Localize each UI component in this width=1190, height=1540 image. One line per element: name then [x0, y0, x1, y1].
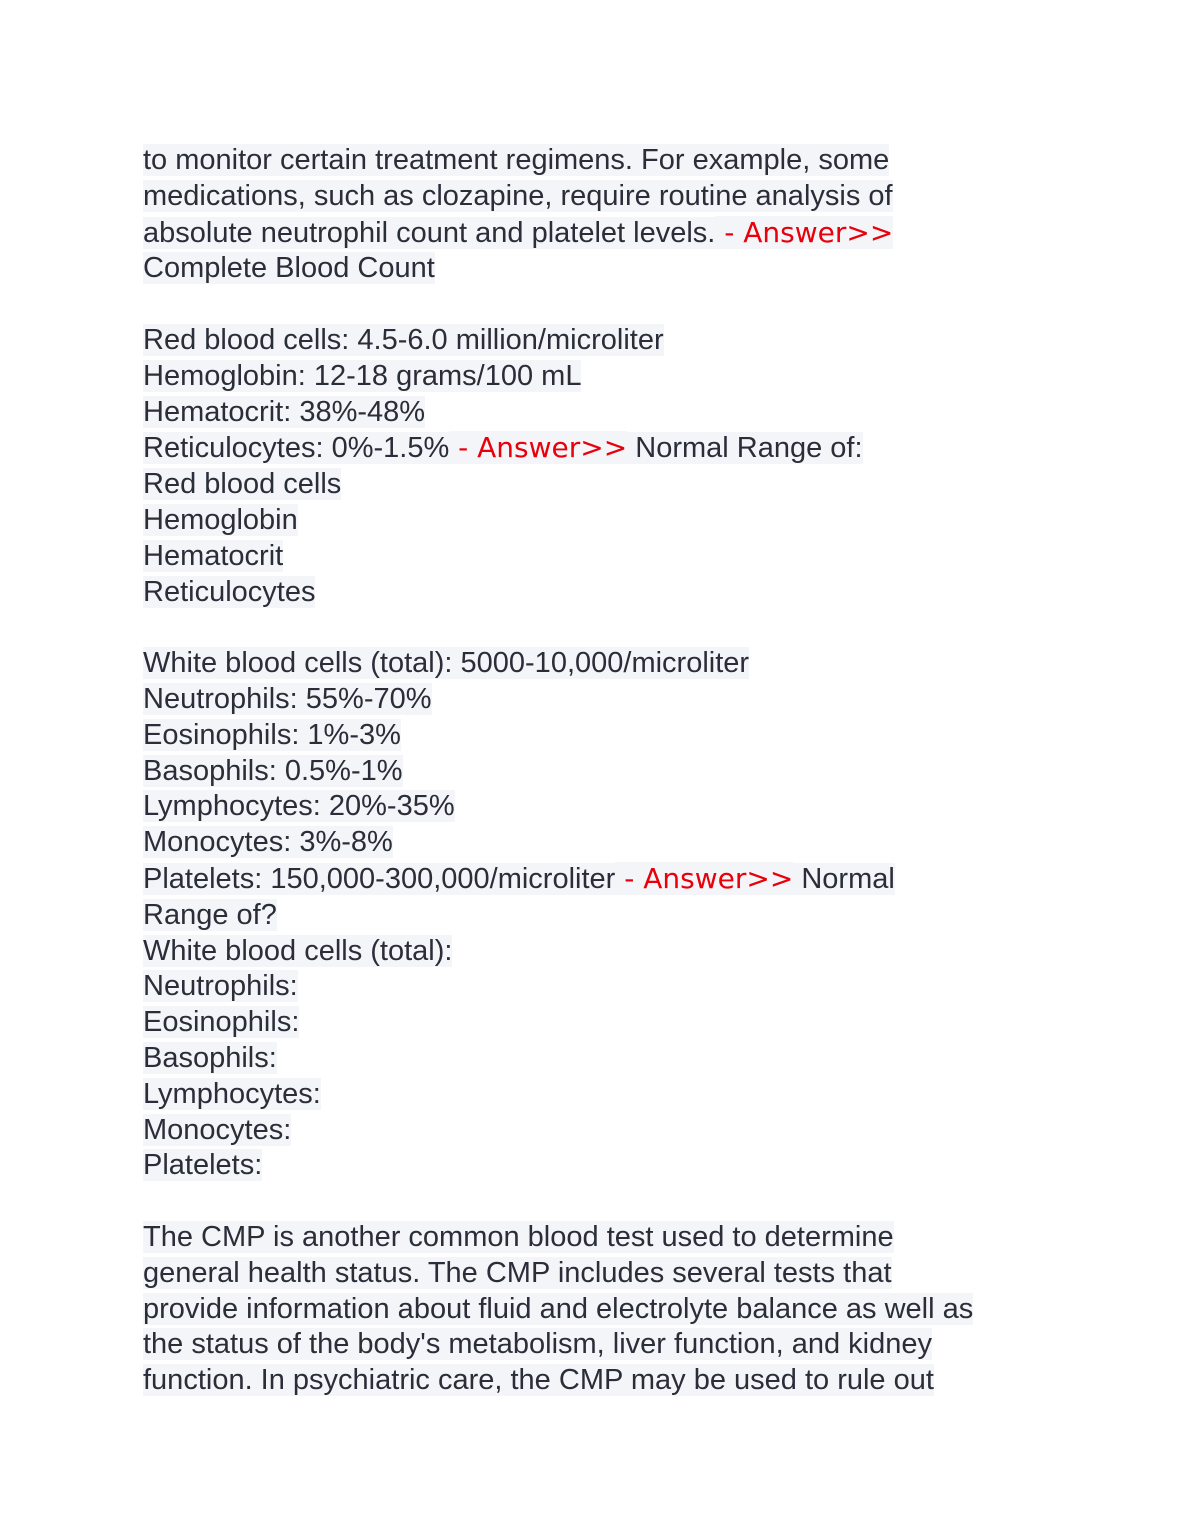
question-text-line: function. In psychiatric care, the CMP may be used to rule out — [143, 1364, 934, 1397]
answer-text-line: Basophils: — [143, 1041, 277, 1074]
question-text-line: provide information about fluid and electrolyte balance as well as — [143, 1292, 974, 1325]
answer-text-line: Monocytes: — [143, 1113, 292, 1146]
answer-marker: - Answer>> — [715, 215, 894, 249]
question-text-line: Reticulocytes: 0%-1.5% — [143, 432, 450, 465]
answer-text-line: Normal Range of: — [627, 432, 863, 465]
answer-marker: - Answer>> — [615, 861, 794, 895]
answer-text-line: Eosinophils: — [143, 1006, 300, 1039]
answer-text-line: Normal — [793, 862, 895, 895]
document-page — [143, 143, 1043, 1399]
answer-text-line: Hematocrit — [143, 539, 284, 572]
question-text-line: absolute neutrophil count and platelet levels. — [143, 216, 716, 249]
question-text-line: Lymphocytes: 20%-35% — [143, 790, 455, 823]
question-text-line: general health status. The CMP includes several tests that — [143, 1256, 892, 1289]
question-text-line: White blood cells (total): 5000-10,000/microliter — [143, 647, 750, 680]
question-text-line: Hemoglobin: 12-18 grams/100 mL — [143, 359, 582, 392]
answer-text-line: White blood cells (total): — [143, 934, 453, 967]
question-text-line: Platelets: 150,000-300,000/microliter — [143, 862, 616, 895]
question-text-line: Monocytes: 3%-8% — [143, 826, 393, 859]
question-text-line: Eosinophils: 1%-3% — [143, 718, 401, 751]
question-text-line: medications, such as clozapine, require routine analysis of — [143, 179, 893, 212]
question-block-1 — [143, 143, 1043, 287]
question-block-4 — [143, 1220, 1043, 1399]
question-text-line: Hematocrit: 38%-48% — [143, 395, 426, 428]
question-text-line: the status of the body's metabolism, liver function, and kidney — [143, 1328, 932, 1361]
answer-text-line: Hemoglobin — [143, 503, 298, 536]
question-text-line: Basophils: 0.5%-1% — [143, 754, 403, 787]
paragraph-gap — [143, 287, 1043, 323]
question-text-line: Neutrophils: 55%-70% — [143, 682, 432, 715]
answer-marker: - Answer>> — [449, 431, 628, 465]
question-text-line: to monitor certain treatment regimens. For example, some — [143, 144, 890, 176]
paragraph-gap — [143, 610, 1043, 646]
answer-text-line: Lymphocytes: — [143, 1077, 321, 1110]
answer-text-line: Neutrophils: — [143, 970, 298, 1003]
question-text-line: Red blood cells: 4.5-6.0 million/microliter — [143, 323, 664, 356]
answer-text-line: Reticulocytes — [143, 575, 316, 608]
question-block-2 — [143, 323, 1043, 610]
question-block-3 — [143, 646, 1043, 1184]
question-text-line: The CMP is another common blood test used to determine — [143, 1220, 894, 1253]
answer-text-line: Platelets: — [143, 1149, 263, 1182]
answer-text-line: Complete Blood Count — [143, 252, 435, 285]
answer-text-line: Red blood cells — [143, 468, 342, 501]
paragraph-gap — [143, 1184, 1043, 1220]
answer-text-line: Range of? — [143, 898, 277, 931]
